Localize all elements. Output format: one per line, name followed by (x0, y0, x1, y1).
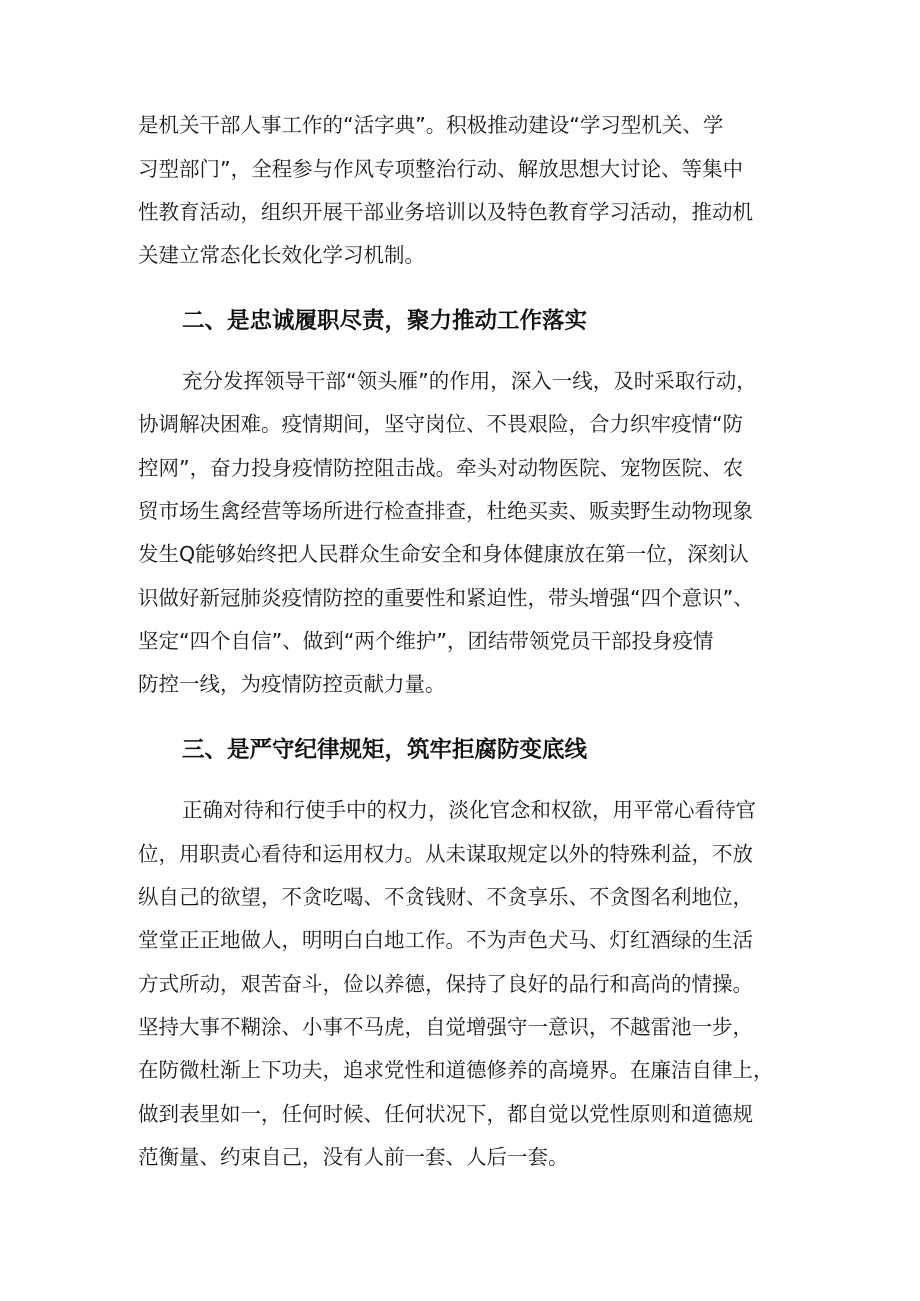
para-3-line-1: 正确对待和行使手中的权力，淡化官念和权欲，用平常心看待官 (182, 798, 756, 822)
para-intro-line-3: 性教育活动，组织开展干部业务培训以及特色教育学习活动，推动机 (138, 200, 753, 224)
para-2-line-5: 发生Q能够始终把人民群众生命安全和身体健康放在第一位，深刻认 (138, 542, 749, 566)
para-intro-line-4: 关建立常态化长效化学习机制。 (138, 243, 425, 267)
para-3-line-2: 位，用职责心看待和运用权力。从未谋取规定以外的特殊利益，不放 (138, 842, 753, 866)
para-3-line-9: 范衡量、约束自己，没有人前一套、人后一套。 (138, 1145, 569, 1169)
para-2-line-1: 充分发挥领导干部“领头雁”的作用，深入一线，及时采取行动， (182, 369, 757, 393)
para-3-line-4: 堂堂正正地做人，明明白白地工作。不为声色犬马、灯红酒绿的生活 (138, 928, 753, 952)
para-3-line-8: 做到表里如一，任何时候、任何状况下，都自觉以党性原则和道德规 (138, 1102, 753, 1126)
para-intro-line-1: 是机关干部人事工作的“活字典”。积极推动建设“学习型机关、学 (138, 113, 724, 137)
para-3-line-5: 方式所动，艰苦奋斗，俭以养德，保持了良好的品行和高尚的情操。 (138, 972, 753, 996)
para-2-line-7: 坚定“四个自信”、做到“两个维护”，团结带领党员干部投身疫情 (138, 629, 714, 653)
section-heading-3: 三、是严守纪律规矩，筑牢拒腐防变底线 (182, 737, 588, 763)
para-2-line-2: 协调解决困难。疫情期间，坚守岗位、不畏艰险，合力织牢疫情“防 (138, 412, 744, 436)
para-2-line-4: 贸市场生禽经营等场所进行检查排查，杜绝买卖、贩卖野生动物现象 (138, 499, 753, 523)
para-3-line-3: 纵自己的欲望，不贪吃喝、不贪钱财、不贪享乐、不贪图名利地位， (138, 885, 753, 909)
para-intro-line-2: 习型部门”，全程参与作风专项整治行动、解放思想大讨论、等集中 (138, 157, 744, 181)
section-heading-2: 二、是忠诚履职尽责，聚力推动工作落实 (182, 308, 588, 334)
para-3-line-7: 在防微杜渐上下功夫，追求党性和道德修养的高境界。在廉洁自律上， (138, 1058, 774, 1082)
para-2-line-3: 控网”，奋力投身疫情防控阻击战。牵头对动物医院、宠物医院、农 (138, 456, 744, 480)
para-2-line-6: 识做好新冠肺炎疫情防控的重要性和紧迫性，带头增强“四个意识”、 (138, 586, 754, 610)
para-3-line-6: 坚持大事不糊涂、小事不马虎，自觉增强守一意识，不越雷池一步， (138, 1015, 753, 1039)
para-2-line-8: 防控一线，为疫情防控贡献力量。 (138, 672, 446, 696)
